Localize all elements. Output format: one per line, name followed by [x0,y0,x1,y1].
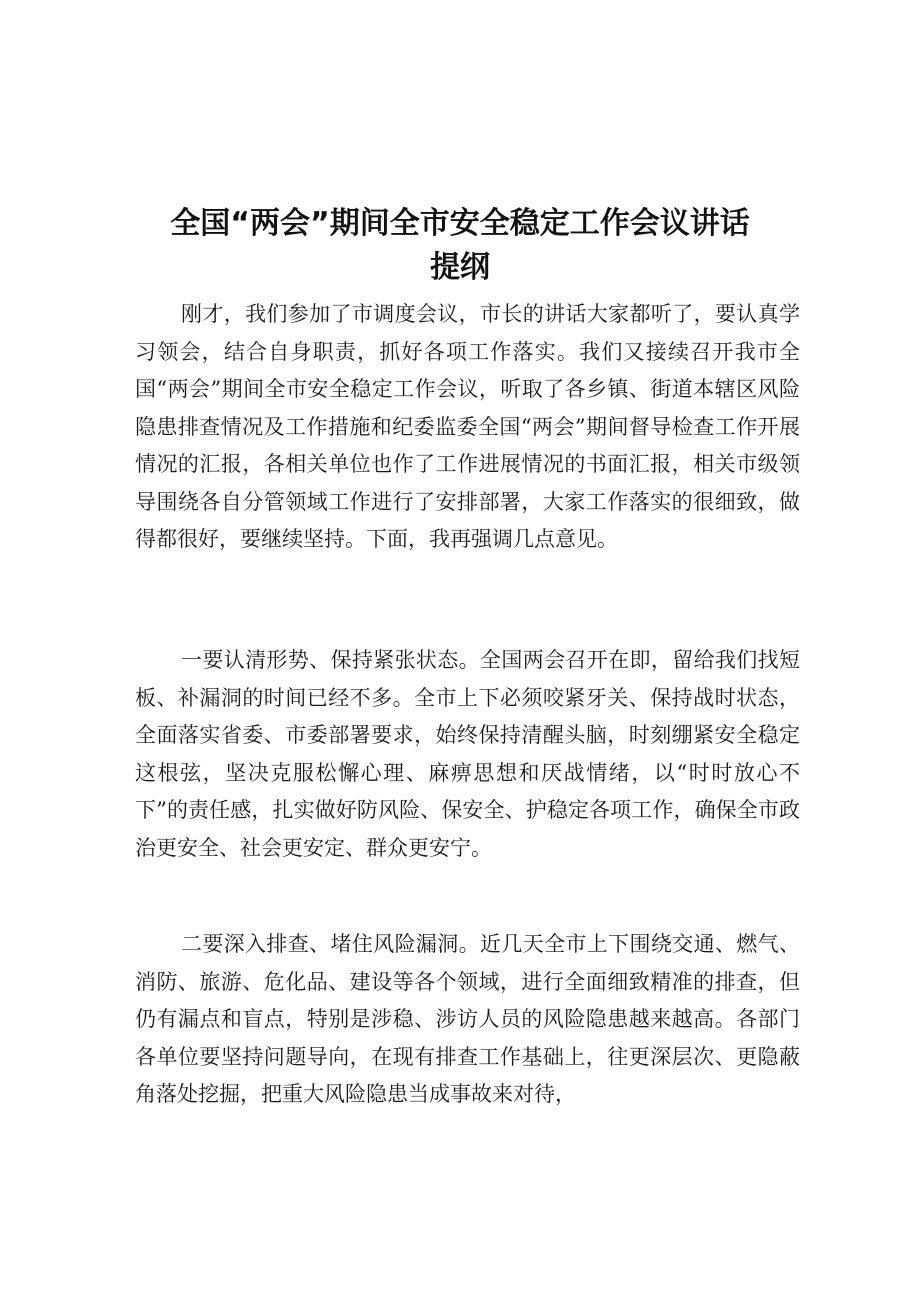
paragraph-point-two: 二要深入排查、堵住风险漏洞。近几天全市上下围绕交通、燃气、消防、旅游、危化品、建设等各个领域，进行全面细致精准的排查，但仍有漏点和盲点，特别是涉稳、涉访人员的风险隐患越来越高。各部门各单位要坚持问题导向，在现有排查工作基础上，往更深层次、更隐蔽角落处挖掘，把重大风险隐患当成事故来对待， [135,932,800,1106]
document-title-line-2: 提纲 [430,250,490,285]
paragraph-opening: 刚才，我们参加了市调度会议，市长的讲话大家都听了，要认真学习领会，结合自身职责，抓好各项工作落实。我们又接续召开我市全国“两会”期间全市安全稳定工作会议，听取了各乡镇、街道本辖区风险隐患排查情况及工作措施和纪委监委全国“两会”期间督导检查工作开展情况的汇报，各相关单位也作了工作进展情况的书面汇报，相关市级领导围绕各自分管领域工作进行了安排部署，大家工作落实的很细致，做得都很好，要继续坚持。下面，我再强调几点意见。 [135,302,800,551]
paragraph-point-one: 一要认清形势、保持紧张状态。全国两会召开在即，留给我们找短板、补漏洞的时间已经不多。全市上下必须咬紧牙关、保持战时状态，全面落实省委、市委部署要求，始终保持清醒头脑，时刻绷紧安全稳定这根弦，坚决克服松懈心理、麻痹思想和厌战情绪，以“时时放心不下”的责任感，扎实做好防风险、保安全、护稳定各项工作，确保全市政治更安全、社会更安定、群众更安宁。 [135,648,800,860]
document-title-line-1: 全国“两会”期间全市安全稳定工作会议讲话 [170,206,750,241]
